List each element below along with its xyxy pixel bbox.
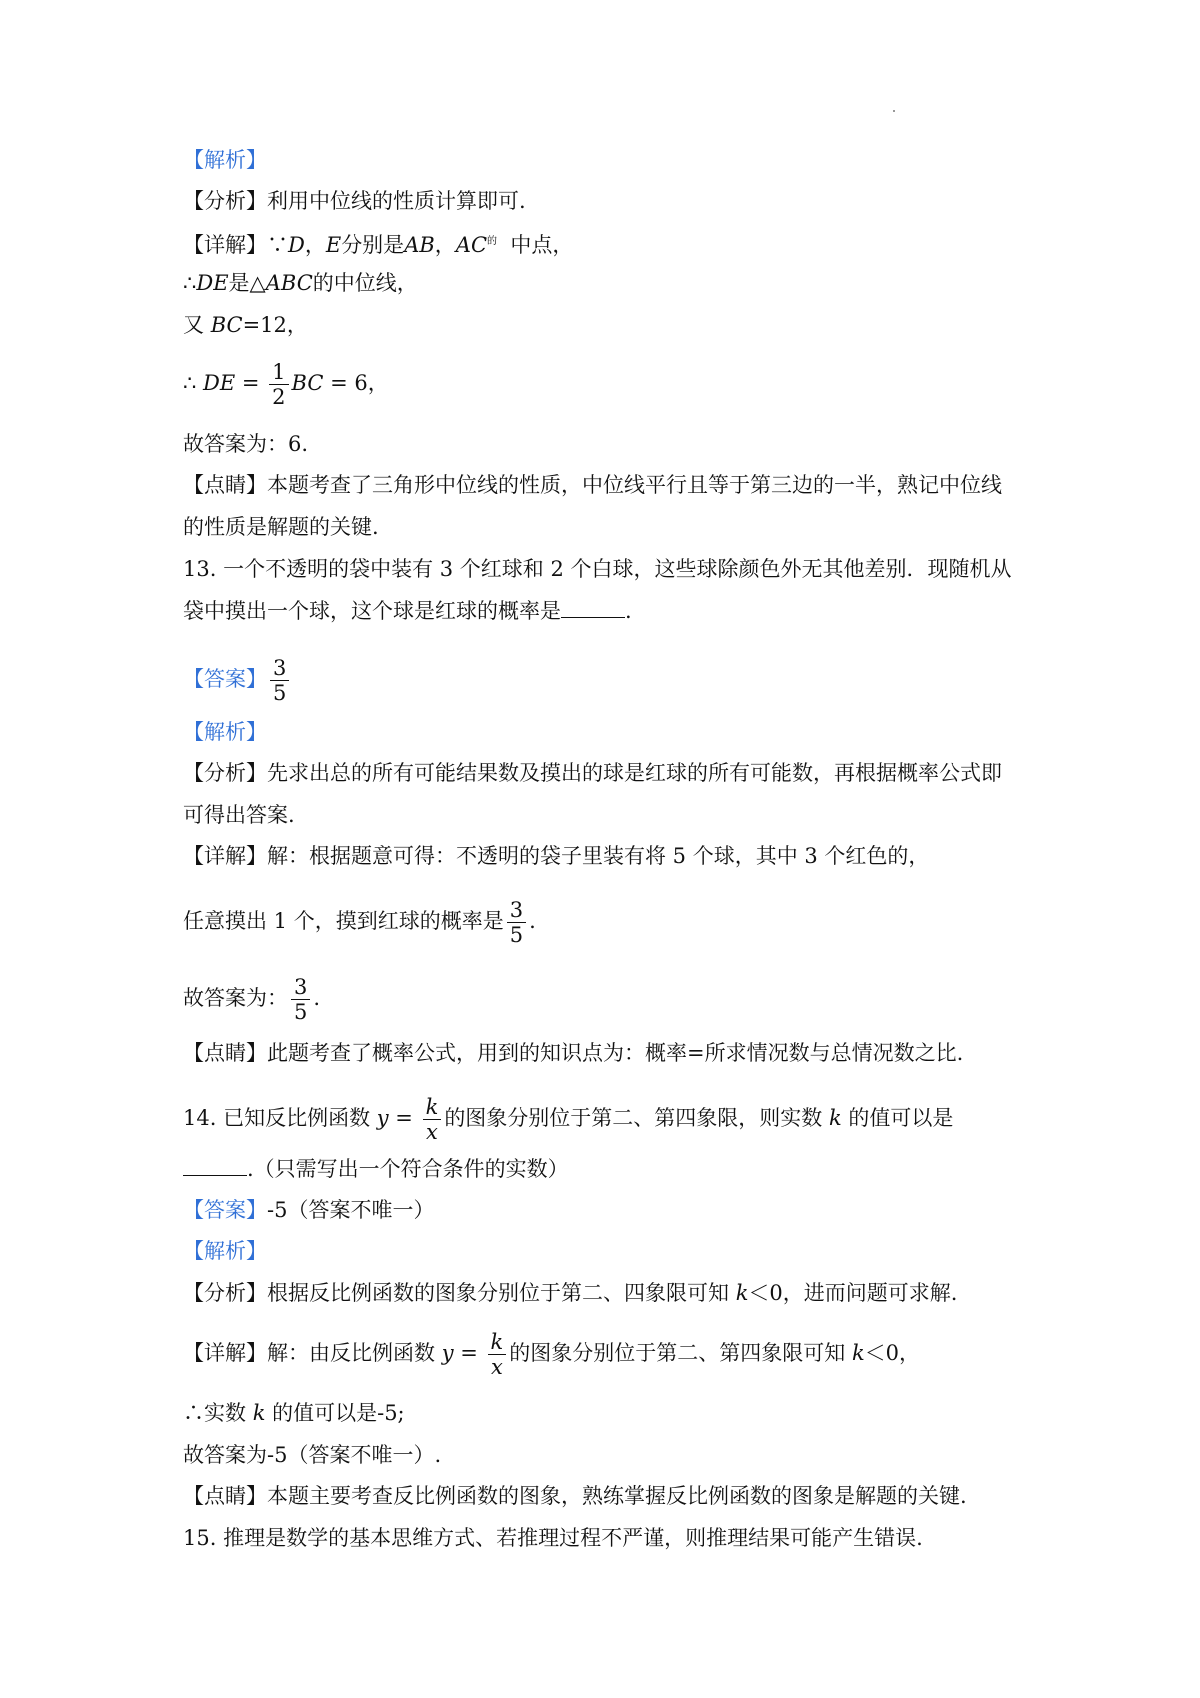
numerator: k [490,1330,504,1354]
denominator: 2 [269,384,288,409]
line-text: 先求出总的所有可能结果数及摸出的球是红球的所有可能数，再根据概率公式即 [267,761,1002,785]
fraction [291,975,310,1024]
math-var: DE [196,271,229,295]
line-text: 故答案为： [183,986,288,1010]
section-tag: 【分析】 [183,1281,267,1305]
line-text: 14. 已知反比例函数 [183,1106,377,1130]
question-13 [183,554,1012,584]
section-tag: 【点睛】 [183,1484,267,1508]
line-text: 的图象分别位于第二、第四象限可知 [509,1341,852,1365]
math-var: E [325,233,342,257]
line-text: 的值可以是-5; [265,1401,405,1425]
line-text: 分别是 [341,233,405,257]
line-text: .（只需写出一个符合条件的实数） [247,1157,569,1181]
math-var: ABC [265,271,313,295]
equation-line [183,360,389,409]
line-text: 此题考查了概率公式，用到的知识点为：概率=所求情况数与总情况数之比. [267,1041,964,1065]
math-var: AC [455,233,488,257]
line-text: ∴实数 [183,1401,253,1425]
line-text: 又 [183,313,204,337]
denominator: x [488,1354,506,1379]
math-var: BC [291,371,324,395]
detail-line [183,898,536,947]
line-text: 根据反比例函数的图象分别位于第二、四象限可知 [267,1281,736,1305]
line-text: 可得出答案. [183,803,295,827]
comment-line [183,470,1002,500]
line-text: 故答案为：6. [183,432,309,456]
detail-line [183,227,573,260]
line-text: 故答案为-5（答案不唯一）. [183,1443,442,1467]
answer-blank [561,599,625,618]
line-text: 利用中位线的性质计算即可. [267,189,526,213]
analysis-line [183,800,295,830]
section-tag: 【详解】 [183,233,267,257]
answer-line [183,429,308,459]
line-text: ， [304,233,326,257]
line-text: . [625,599,632,623]
question-15 [183,1523,923,1553]
line-text: 任意摸出 1 个，摸到红球的概率是 [183,909,504,933]
line-text: ∴ [183,271,197,295]
line-text: 13. 一个不透明的袋中装有 3 个红球和 2 个白球，这些球除颜色外无其他差别．现随机从 [183,557,1012,581]
analysis-heading-12 [183,145,267,175]
section-tag: 【点睛】 [183,473,267,497]
fraction [270,656,289,705]
line-text: ＜0， [864,1341,921,1365]
line-text: = [235,371,267,395]
numerator: k [425,1095,439,1119]
fraction [488,1330,507,1379]
analysis-line [183,758,1002,788]
detail-line [183,841,929,871]
answer-blank [183,1157,247,1176]
answer-line [183,975,320,1024]
detail-line [183,1398,405,1428]
numerator: 1 [272,360,286,384]
line-text: 本题考查了三角形中位线的性质，中位线平行且等于第三边的一半，熟记中位线 [267,473,1002,497]
comment-line [183,512,379,542]
line-text: 中点， [510,233,574,257]
math-var: k [851,1341,865,1365]
line-text: = [453,1341,485,1365]
line-text: =12， [242,313,308,337]
fraction [507,898,526,947]
math-var: k [252,1401,266,1425]
denominator: 5 [507,922,526,947]
math-var: DE [203,371,236,395]
fraction [423,1095,442,1144]
numerator: 3 [294,975,308,999]
detail-line [183,1330,920,1379]
analysis-line [183,186,526,216]
section-tag: 【答案】 [183,1198,267,1222]
math-var: y [376,1106,389,1130]
line-text: = [388,1106,420,1130]
analysis-line [183,1278,957,1308]
math-var: BC [210,313,243,337]
denominator: 5 [291,999,310,1024]
analysis-heading-13 [183,717,267,747]
math-var: y [441,1341,454,1365]
numerator: 3 [273,656,287,680]
fraction [269,360,288,409]
line-text: ∵ [267,233,288,257]
answer-14 [183,1195,434,1225]
section-tag: 【分析】 [183,189,267,213]
line-text: 的中位线， [312,271,418,295]
math-var: k [829,1106,842,1130]
detail-line [183,268,418,298]
line-text: 解：根据题意可得：不透明的袋子里装有将 5 个球，其中 3 个红色的， [267,844,930,868]
math-var: k [735,1281,749,1305]
detail-line [183,310,308,340]
question-14 [183,1095,953,1144]
line-text: . [529,909,536,933]
answer-13 [183,656,292,705]
line-text: -5（答案不唯一） [267,1198,435,1222]
line-text: ∴ [183,371,204,395]
line-text: 是△ [228,271,266,295]
math-var: D [288,233,305,257]
line-text: ＜0，进而问题可求解. [748,1281,958,1305]
math-var: AB [404,233,435,257]
section-tag: 【分析】 [183,761,267,785]
section-tag: 【解析】 [183,148,267,172]
denominator: x [423,1119,441,1144]
section-tag: 【点睛】 [183,1041,267,1065]
section-tag: 【详解】 [183,1341,267,1365]
numerator: 3 [509,898,524,922]
line-text: 解：由反比例函数 [267,1341,442,1365]
line-text: 的性质是解题的关键. [183,515,379,539]
line-text: = 6， [323,371,389,395]
line-text: 的值可以是 [841,1106,954,1130]
scan-dot [893,110,895,112]
line-text: . [313,986,321,1010]
comment-line [183,1481,967,1511]
comment-line [183,1038,963,1068]
section-tag: 【解析】 [183,1239,267,1263]
line-text: 的图象分别位于第二、第四象限，则实数 [444,1106,829,1130]
line-text: 15. 推理是数学的基本思维方式、若推理过程不严谨，则推理结果可能产生错误. [183,1526,923,1550]
line-text: 本题主要考查反比例函数的图象，熟练掌握反比例函数的图象是解题的关键. [267,1484,967,1508]
denominator: 5 [270,680,289,705]
section-tag: 【解析】 [183,720,267,744]
superscript: 的 [487,236,498,247]
section-tag: 【答案】 [183,667,267,691]
answer-line [183,1440,441,1470]
section-tag: 【详解】 [183,844,267,868]
line-text: 袋中摸出一个球，这个球是红球的概率是 [183,599,561,623]
analysis-heading-14 [183,1236,267,1266]
question-13 [183,596,632,626]
line-text: ， [434,233,456,257]
question-14 [183,1154,569,1184]
